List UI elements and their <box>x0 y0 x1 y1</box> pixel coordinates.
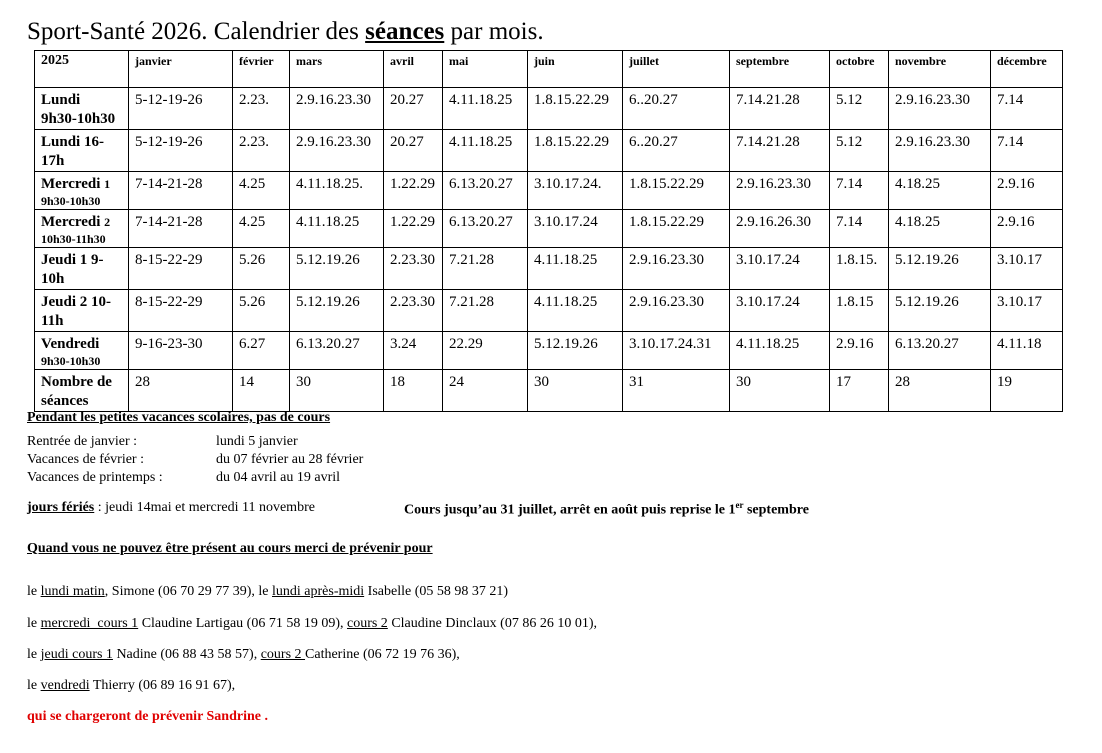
table-cell: 5-12-19-26 <box>129 88 233 130</box>
table-cell: 9-16-23-30 <box>129 332 233 370</box>
table-cell: 4.11.18.25 <box>730 332 830 370</box>
table-cell: 4.11.18.25 <box>443 88 528 130</box>
table-cell: 3.10.17.24 <box>730 290 830 332</box>
month-header-1: février <box>233 51 290 88</box>
table-cell: 5.12.19.26 <box>290 248 384 290</box>
year-cell: 2025 <box>35 51 129 88</box>
table-cell: 2.9.16 <box>991 172 1063 210</box>
table-cell: 4.11.18 <box>991 332 1063 370</box>
table-cell: 2.9.16.23.30 <box>889 88 991 130</box>
month-header-0: janvier <box>129 51 233 88</box>
date-row: Vacances de printemps : du 04 avril au 19 avril <box>27 470 341 485</box>
table-cell: 5.26 <box>233 248 290 290</box>
table-cell: 6.13.20.27 <box>290 332 384 370</box>
table-cell: 2.23. <box>233 130 290 172</box>
table-cell: 2.9.16 <box>830 332 889 370</box>
table-cell: 5.12.19.26 <box>889 290 991 332</box>
table-cell: 4.25 <box>233 172 290 210</box>
row-label: Lundi 9h30-10h30 <box>35 88 129 130</box>
table-cell: 7.21.28 <box>443 290 528 332</box>
table-cell: 5.12.19.26 <box>528 332 623 370</box>
table-cell: 18 <box>384 370 443 412</box>
table-cell: 4.11.18.25 <box>528 290 623 332</box>
month-header-8: octobre <box>830 51 889 88</box>
table-cell: 30 <box>290 370 384 412</box>
vacances-title: Pendant les petites vacances scolaires, pas de cours <box>27 410 331 425</box>
table-cell: 1.8.15.22.29 <box>528 130 623 172</box>
table-cell: 6..20.27 <box>623 88 730 130</box>
table-cell: 7.14 <box>830 210 889 248</box>
table-cell: 28 <box>129 370 233 412</box>
month-header-2: mars <box>290 51 384 88</box>
table-cell: 5.26 <box>233 290 290 332</box>
month-header-6: juillet <box>623 51 730 88</box>
table-cell: 1.8.15.22.29 <box>528 88 623 130</box>
month-header-3: avril <box>384 51 443 88</box>
table-cell: 20.27 <box>384 88 443 130</box>
month-header-7: septembre <box>730 51 830 88</box>
table-cell: 4.11.18.25. <box>290 172 384 210</box>
table-cell: 2.9.16.26.30 <box>730 210 830 248</box>
row-label: Vendredi 9h30-10h30 <box>35 332 129 370</box>
table-cell: 7.21.28 <box>443 248 528 290</box>
table-cell: 5.12.19.26 <box>889 248 991 290</box>
table-cell: 4.25 <box>233 210 290 248</box>
table-cell: 14 <box>233 370 290 412</box>
table-cell: 31 <box>623 370 730 412</box>
table-row <box>35 248 1063 290</box>
table-cell: 1.8.15 <box>830 290 889 332</box>
month-header-10: décembre <box>991 51 1063 88</box>
table-cell: 4.11.18.25 <box>443 130 528 172</box>
table-cell: 7.14 <box>991 88 1063 130</box>
table-cell: 8-15-22-29 <box>129 290 233 332</box>
contact-line-vendredi: le vendredi Thierry (06 89 16 91 67), <box>27 678 236 693</box>
table-cell: 7.14 <box>830 172 889 210</box>
table-cell: 3.10.17.24.31 <box>623 332 730 370</box>
table-cell: 2.23.30 <box>384 248 443 290</box>
table-row <box>35 290 1063 332</box>
table-cell: 2.9.16 <box>991 210 1063 248</box>
table-cell: 22.29 <box>443 332 528 370</box>
table-cell: 4.18.25 <box>889 172 991 210</box>
table-cell: 1.22.29 <box>384 210 443 248</box>
prevenir-title: Quand vous ne pouvez être présent au cours merci de prévenir pour <box>27 541 433 556</box>
table-cell: 24 <box>443 370 528 412</box>
table-cell: 28 <box>889 370 991 412</box>
table-cell: 7.14.21.28 <box>730 130 830 172</box>
table-cell: 7.14.21.28 <box>730 88 830 130</box>
row-label: Mercredi 1 9h30-10h30 <box>35 172 129 210</box>
table-cell: 5.12 <box>830 130 889 172</box>
table-row <box>35 88 1063 130</box>
calendar-table <box>34 50 1063 412</box>
table-cell: 5.12 <box>830 88 889 130</box>
table-cell: 6..20.27 <box>623 130 730 172</box>
row-label: Lundi 16- 17h <box>35 130 129 172</box>
date-row: Rentrée de janvier : lundi 5 janvier <box>27 434 298 449</box>
table-cell: 4.18.25 <box>889 210 991 248</box>
table-cell: 30 <box>730 370 830 412</box>
table-cell: 3.10.17 <box>991 290 1063 332</box>
table-row <box>35 332 1063 370</box>
table-cell: 7-14-21-28 <box>129 172 233 210</box>
row-label: Mercredi 2 10h30-11h30 <box>35 210 129 248</box>
table-cell: 30 <box>528 370 623 412</box>
table-cell: 4.11.18.25 <box>290 210 384 248</box>
table-row <box>35 370 1063 412</box>
month-header-4: mai <box>443 51 528 88</box>
row-label: Nombre de séances <box>35 370 129 412</box>
table-cell: 3.10.17 <box>991 248 1063 290</box>
month-header-5: juin <box>528 51 623 88</box>
table-cell: 8-15-22-29 <box>129 248 233 290</box>
table-cell: 2.9.16.23.30 <box>623 248 730 290</box>
table-cell: 2.23.30 <box>384 290 443 332</box>
table-cell: 6.27 <box>233 332 290 370</box>
table-cell: 3.10.17.24. <box>528 172 623 210</box>
jours-feries: jours fériés : jeudi 14mai et mercredi 11 novembre <box>27 500 315 515</box>
table-cell: 2.9.16.23.30 <box>290 130 384 172</box>
table-row <box>35 130 1063 172</box>
row-label: Jeudi 1 9- 10h <box>35 248 129 290</box>
table-row <box>35 172 1063 210</box>
table-cell: 2.9.16.23.30 <box>290 88 384 130</box>
table-cell: 20.27 <box>384 130 443 172</box>
table-cell: 5-12-19-26 <box>129 130 233 172</box>
table-cell: 2.9.16.23.30 <box>623 290 730 332</box>
table-cell: 1.8.15. <box>830 248 889 290</box>
table-cell: 19 <box>991 370 1063 412</box>
table-cell: 1.22.29 <box>384 172 443 210</box>
cours-note: Cours jusqu’au 31 juillet, arrêt en août puis reprise le 1er septembre <box>404 500 809 518</box>
table-cell: 1.8.15.22.29 <box>623 210 730 248</box>
row-label: Jeudi 2 10- 11h <box>35 290 129 332</box>
table-cell: 2.9.16.23.30 <box>730 172 830 210</box>
contact-line-mercredi: le mercredi cours 1 Claudine Lartigau (06 71 58 19 09), cours 2 Claudine Dinclaux (07 86 26 10 01), <box>27 616 597 631</box>
contact-line-jeudi: le jeudi cours 1 Nadine (06 88 43 58 57), cours 2 Catherine (06 72 19 76 36), <box>27 647 460 662</box>
table-cell: 3.10.17.24 <box>528 210 623 248</box>
contact-line-lundi: le lundi matin, Simone (06 70 29 77 39), le lundi après-midi Isabelle (05 58 98 37 21) <box>27 584 509 599</box>
table-cell: 2.9.16.23.30 <box>889 130 991 172</box>
table-cell: 17 <box>830 370 889 412</box>
page-title: Sport-Santé 2026. Calendrier des séances par mois. <box>27 18 544 45</box>
table-cell: 3.24 <box>384 332 443 370</box>
table-cell: 2.23. <box>233 88 290 130</box>
month-header-9: novembre <box>889 51 991 88</box>
sandrine-note: qui se chargeront de prévenir Sandrine . <box>27 709 268 724</box>
table-cell: 1.8.15.22.29 <box>623 172 730 210</box>
table-cell: 4.11.18.25 <box>528 248 623 290</box>
header-row <box>35 51 1063 88</box>
table-cell: 7.14 <box>991 130 1063 172</box>
table-cell: 6.13.20.27 <box>443 210 528 248</box>
table-cell: 7-14-21-28 <box>129 210 233 248</box>
table-cell: 6.13.20.27 <box>443 172 528 210</box>
table-cell: 3.10.17.24 <box>730 248 830 290</box>
date-row: Vacances de février : du 07 février au 28 février <box>27 452 364 467</box>
dates-list <box>27 433 363 487</box>
table-cell: 5.12.19.26 <box>290 290 384 332</box>
table-cell: 6.13.20.27 <box>889 332 991 370</box>
table-row <box>35 210 1063 248</box>
